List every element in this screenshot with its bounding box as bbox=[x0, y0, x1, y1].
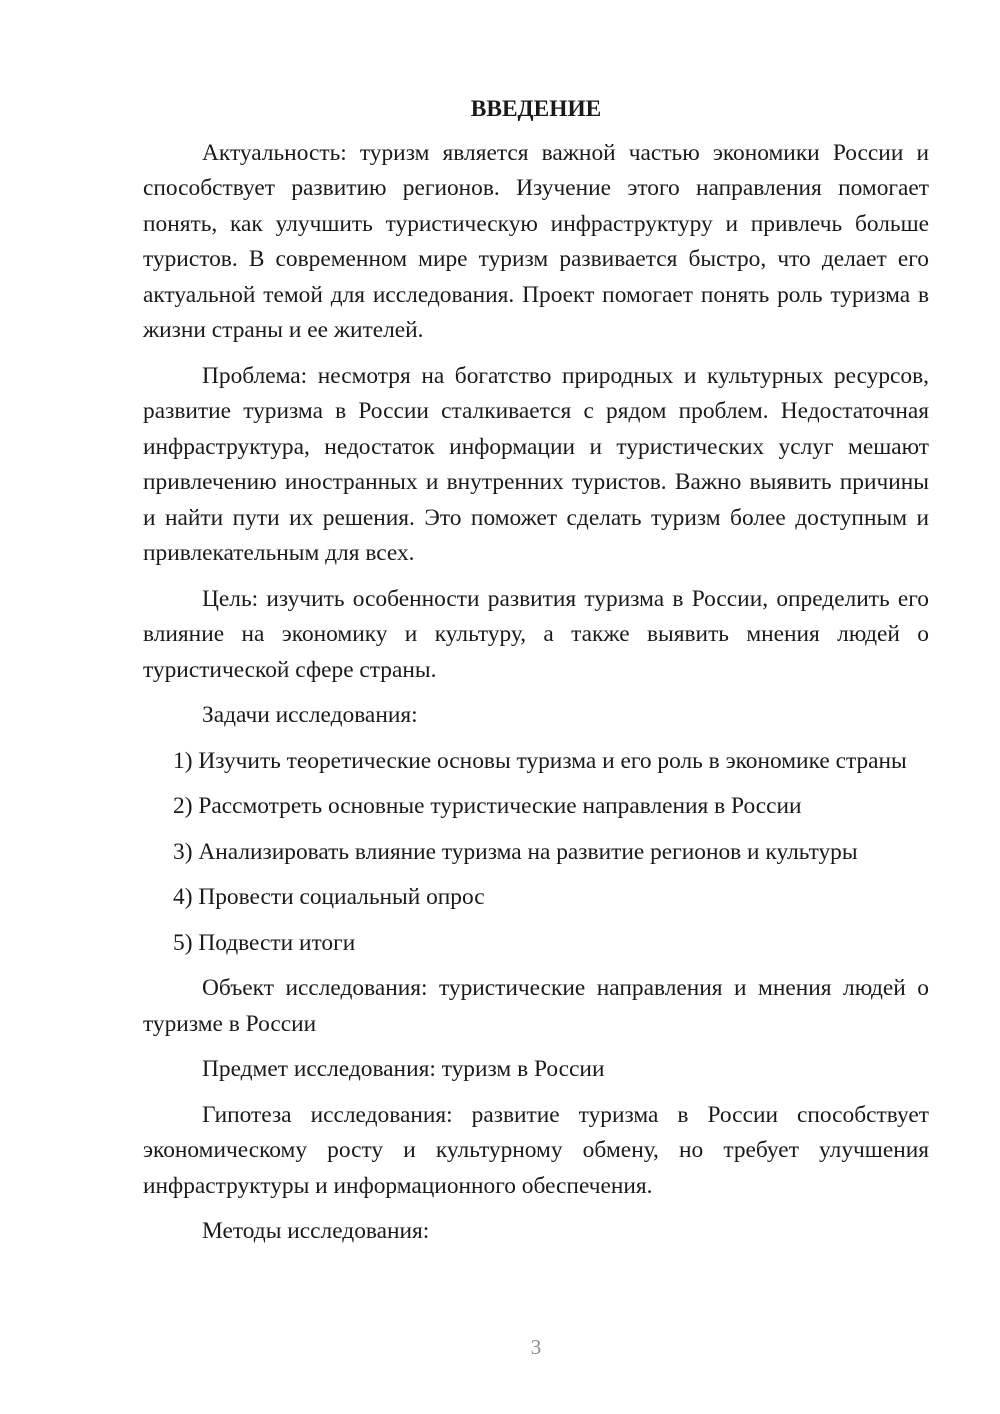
list-item: 5) Подвести итоги bbox=[173, 929, 356, 956]
paragraph-subject: Предмет исследования: туризм в России bbox=[202, 1056, 605, 1082]
list-item: 4) Провести социальный опрос bbox=[173, 884, 485, 910]
paragraph-problem: Проблема: несмотря на богатство природных и культурных ресурсов, развитие туризма в России сталкивается с рядом проблем. Недостаточная инфраструктура, недостаток информации и туристических услуг мешают привлечению иностранных и внутренних туристов. Важно выявить причины и найти пути их решения. Это поможет сделать туризм более доступным и привлекательным для всех. bbox=[143, 362, 929, 566]
list-item: 3) Анализировать влияние туризма на развитие регионов и культуры bbox=[173, 838, 858, 865]
page-number: 3 bbox=[530, 1335, 542, 1359]
paragraph-object: Объект исследования: туристические направления и мнения людей о туризме в России bbox=[143, 975, 929, 1037]
paragraph-goal: Цель: изучить особенности развития туризма в России, определить его влияние на экономику и культуру, а также выявить мнения людей о туристической сфере страны. bbox=[143, 585, 929, 683]
list-item: 2) Рассмотреть основные туристические направления в России bbox=[173, 793, 802, 819]
list-item: 1) Изучить теоретические основы туризма и его роль в экономике страны bbox=[173, 747, 907, 774]
paragraph-relevance: Актуальность: туризм является важной частью экономики России и способствует развитию регионов. Изучение этого направления помогает понять, как улучшить туристическую инфраструктуру и привлечь больше туристов. В современном мире туризм развивается быстро, что делает его актуальной темой для исследования. Проект помогает понять роль туризма в жизни страны и ее жителей. bbox=[143, 139, 929, 343]
paragraph-methods-heading: Методы исследования: bbox=[202, 1218, 430, 1244]
tasks-list bbox=[143, 744, 929, 962]
paragraph-tasks-heading: Задачи исследования: bbox=[202, 702, 418, 728]
section-title: ВВЕДЕНИЕ bbox=[470, 96, 602, 122]
page-content bbox=[143, 92, 929, 1250]
paragraph-hypothesis: Гипотеза исследования: развитие туризма в России способствует экономическому росту и культурному обмену, но требует улучшения инфраструктуры и информационного обеспечения. bbox=[143, 1101, 929, 1199]
